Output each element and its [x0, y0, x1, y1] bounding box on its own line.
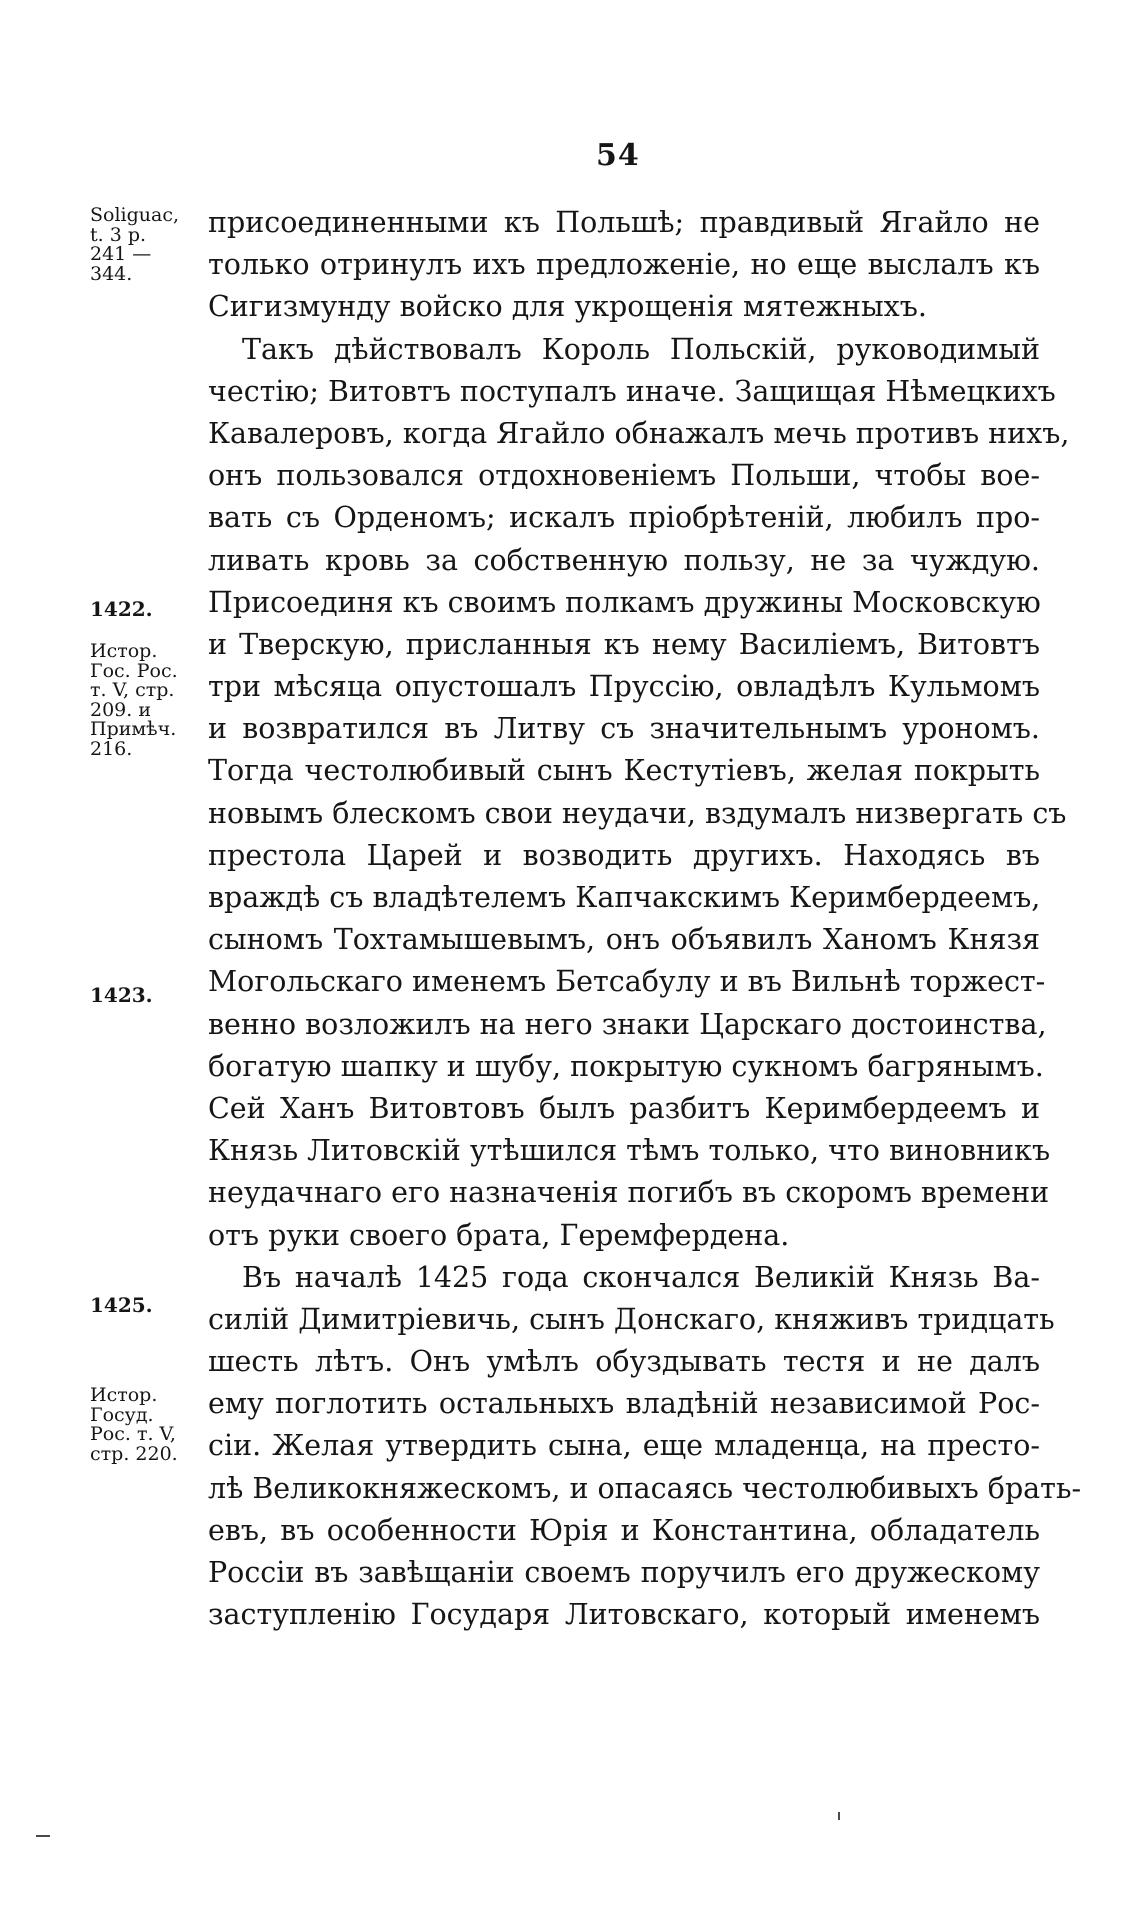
text-line: шесть лѣтъ. Онъ умѣлъ обуздывать тестя и не далъ — [208, 1345, 1040, 1379]
text-line: евъ, въ особенности Юрія и Константина, обладатель — [208, 1513, 1040, 1547]
text-line: три мѣсяца опустошалъ Пруссію, овладѣлъ Кульмомъ — [208, 670, 1040, 704]
scan-mark — [36, 1835, 50, 1837]
text-line: ему поглотить остальныхъ владѣній независимой Рос- — [208, 1387, 1040, 1421]
text-line: богатую шапку и шубу, покрытую сукномъ багрянымъ. — [208, 1049, 1044, 1083]
text-line: и Тверскую, присланныя къ нему Василіемъ, Витовтъ — [208, 627, 1040, 661]
text-line: враждѣ съ владѣтелемъ Капчакскимъ Керимбердеемъ, — [208, 881, 1041, 914]
text-line: Въ началѣ 1425 года скончался Великій Князь Ва- — [242, 1260, 1040, 1294]
text-line: Тогда честолюбивый сынъ Кестутіевъ, желая покрыть — [208, 754, 1040, 788]
text-line: Присоединя къ своимъ полкамъ дружины Московскую — [208, 585, 1041, 619]
text-line: отъ руки своего брата, Геремфердена. — [208, 1218, 790, 1252]
text-line: сіи. Желая утвердить сына, еще младенца, на престо- — [208, 1429, 1040, 1463]
margin-note-year — [90, 597, 202, 621]
margin-note-source — [90, 206, 202, 284]
margin-note-line: т. V, стр. — [90, 679, 175, 701]
text-line: Сей Ханъ Витовтовъ былъ разбитъ Керимбердеемъ и — [208, 1091, 1040, 1125]
margin-note-line: Истор. — [90, 1384, 158, 1406]
margin-note-reference — [90, 642, 202, 759]
text-line: присоединенными къ Польшѣ; правдивый Ягайло не — [208, 206, 1040, 239]
margin-note-line: Госуд. — [90, 1403, 154, 1426]
text-line: венно возложилъ на него знаки Царскаго достоинства, — [208, 1007, 1047, 1041]
margin-note-year — [90, 983, 202, 1007]
text-line: заступленію Государя Литовскаго, который именемъ — [208, 1598, 1040, 1632]
margin-note-line: 209. и — [90, 698, 152, 721]
body-text — [208, 202, 1082, 1636]
margin-note-line: Истор. — [90, 640, 158, 662]
text-line: сыномъ Тохтамышевымъ, онъ объявилъ Ханомъ Князя — [208, 923, 1040, 957]
text-line: только отринулъ ихъ предложеніе, но еще выслалъ къ — [208, 248, 1040, 282]
text-line: Князь Литовскій утѣшился тѣмъ только, что виновникъ — [208, 1134, 1051, 1168]
text-line: честію; Витовтъ поступалъ иначе. Защищая Нѣмецкихъ — [208, 374, 1056, 408]
margin-note-line: 241 — — [90, 243, 152, 265]
scan-mark — [838, 1812, 840, 1820]
margin-note-line: t. 3 p. — [90, 223, 147, 246]
margin-note-line: Гос. Рос. — [90, 659, 178, 682]
text-line: Сигизмунду войско для укрощенія мятежныхъ. — [208, 290, 927, 324]
text-line: силій Димитріевичь, сынъ Донскаго, княживъ тридцать — [208, 1302, 1055, 1336]
text-line: новымъ блескомъ свои неудачи, вздумалъ низвергать съ — [208, 796, 1067, 830]
text-line: Россіи въ завѣщаніи своемъ поручилъ его дружескому — [208, 1556, 1040, 1589]
text-line: Такъ дѣйствовалъ Король Польскій, руководимый — [242, 332, 1040, 366]
text-line: ливать кровь за собственную пользу, не за чуждую. — [208, 543, 1040, 577]
text-line: Могольскаго именемъ Бетсабулу и въ Вильнѣ торжест- — [208, 965, 1046, 999]
margin-note-line: 344. — [90, 262, 133, 285]
text-line: и возвратился въ Литву съ значительнымъ урономъ. — [208, 712, 1040, 746]
margin-note-reference — [90, 1386, 202, 1464]
text-line: лѣ Великокняжескомъ, и опасаясь честолюбивыхъ брать- — [208, 1471, 1082, 1505]
margin-note-line: Рос. т. V, — [90, 1423, 176, 1445]
margin-note-line: 1425. — [90, 1293, 153, 1317]
margin-note-line: Soliguac, — [90, 204, 180, 226]
text-line: неудачнаго его назначенія погибъ въ скоромъ времени — [208, 1176, 1050, 1210]
page-number: 54 — [596, 138, 640, 173]
text-line: Кавалеровъ, когда Ягайло обнажалъ мечь противъ нихъ, — [208, 416, 1070, 450]
margin-note-line: стр. 220. — [90, 1442, 178, 1465]
text-line: онъ пользовался отдохновеніемъ Польши, чтобы вое- — [208, 459, 1040, 493]
margin-note-line: 1422. — [90, 597, 153, 621]
text-line: вать съ Орденомъ; искалъ пріобрѣтеній, любилъ про- — [208, 501, 1040, 535]
margin-note-year — [90, 1293, 202, 1317]
margin-note-line: Примѣч. — [90, 718, 177, 740]
margin-note-line: 216. — [90, 737, 133, 760]
margin-note-line: 1423. — [90, 983, 153, 1007]
text-line: престола Царей и возводить другихъ. Находясь въ — [208, 838, 1040, 872]
